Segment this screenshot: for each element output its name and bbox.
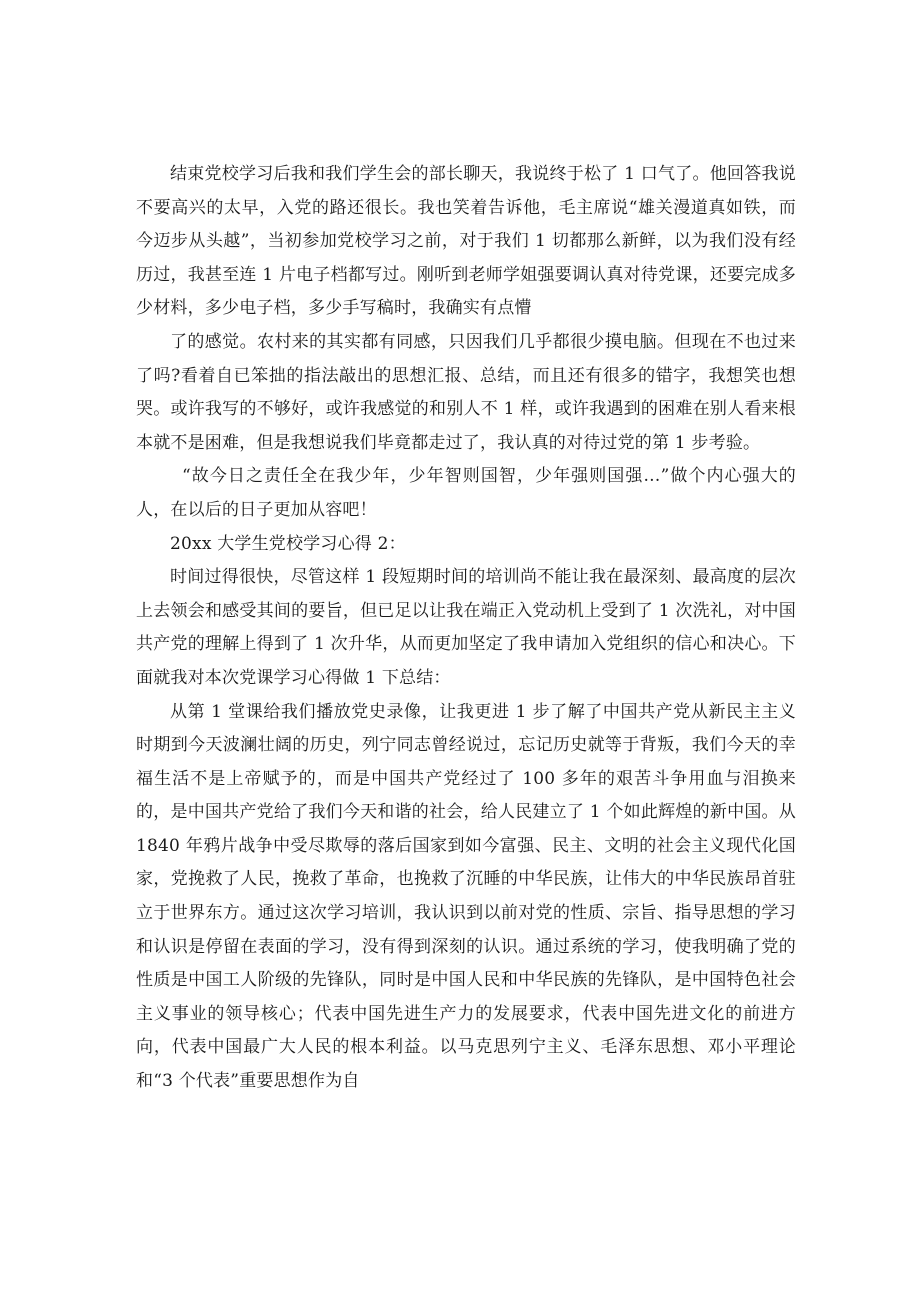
document-body	[136, 158, 796, 1099]
paragraph-4: 时间过得很快，尽管这样 1 段短期时间的培训尚不能让我在最深刻、最高度的层次上去领会和感受其间的要旨，但已足以让我在端正入党动机上受到了 1 次洗礼，对中国共产党的理解上得到了 1 次升华，从而更加坚定了我申请加入党组织的信心和决心。下面就我对本次党课学习心得做 1 下总结：	[136, 567, 796, 688]
paragraph-1: 结束党校学习后我和我们学生会的部长聊天，我说终于松了 1 口气了。他回答我说不要高兴的太早，入党的路还很长。我也笑着告诉他，毛主席说“雄关漫道真如铁，而今迈步从头越”，当初参加党校学习之前，对于我们 1 切都那么新鲜，以为我们没有经历过，我甚至连 1 片电子档都写过。刚听到老师学姐强要调认真对待党课，还要完成多少材料，多少电子档，多少手写稿时，我确实有点懵	[136, 164, 796, 319]
section-heading: 20xx 大学生党校学习心得 2：	[170, 533, 406, 554]
paragraph-5: 从第 1 堂课给我们播放党史录像，让我更进 1 步了解了中国共产党从新民主主义时期到今天波澜壮阔的历史，列宁同志曾经说过，忘记历史就等于背叛，我们今天的幸福生活不是上帝赋予的，而是中国共产党经过了 100 多年的艰苦斗争用血与泪换来的，是中国共产党给了我们今天和谐的社会，给人民建立了 1 个如此辉煌的新中国。从 1840 年鸦片战争中受尽欺辱的落后国家到如今富强、民主、文明的社会主义现代化国家，党挽救了人民，挽救了革命，也挽救了沉睡的中华民族，让伟大的中华民族昂首驻立于世界东方。通过这次学习培训，我认识到以前对党的性质、宗旨、指导思想的学习和认识是停留在表面的学习，没有得到深刻的认识。通过系统的学习，使我明确了党的性质是中国工人阶级的先锋队，同时是中国人民和中华民族的先锋队，是中国特色社会主义事业的领导核心；代表中国先进生产力的发展要求，代表中国先进文化的前进方向，代表中国最广大人民的根本利益。以马克思列宁主义、毛泽东思想、邓小平理论和“3 个代表”重要思想作为自	[136, 701, 796, 1092]
paragraph-2: 了的感觉。农村来的其实都有同感，只因我们几乎都很少摸电脑。但现在不也过来了吗?看着自已笨拙的指法敲出的思想汇报、总结，而且还有很多的错字，我想笑也想哭。或许我写的不够好，或许我感觉的和别人不 1 样，或许我遇到的困难在别人看来根本就不是困难，但是我想说我们毕竟都走过了，我认真的对待过党的第 1 步考验。	[136, 331, 796, 453]
paragraph-quote: “故今日之责任全在我少年，少年智则国智，少年强则国强…”做个内心强大的人，在以后的日子更加从容吧！	[136, 466, 796, 520]
